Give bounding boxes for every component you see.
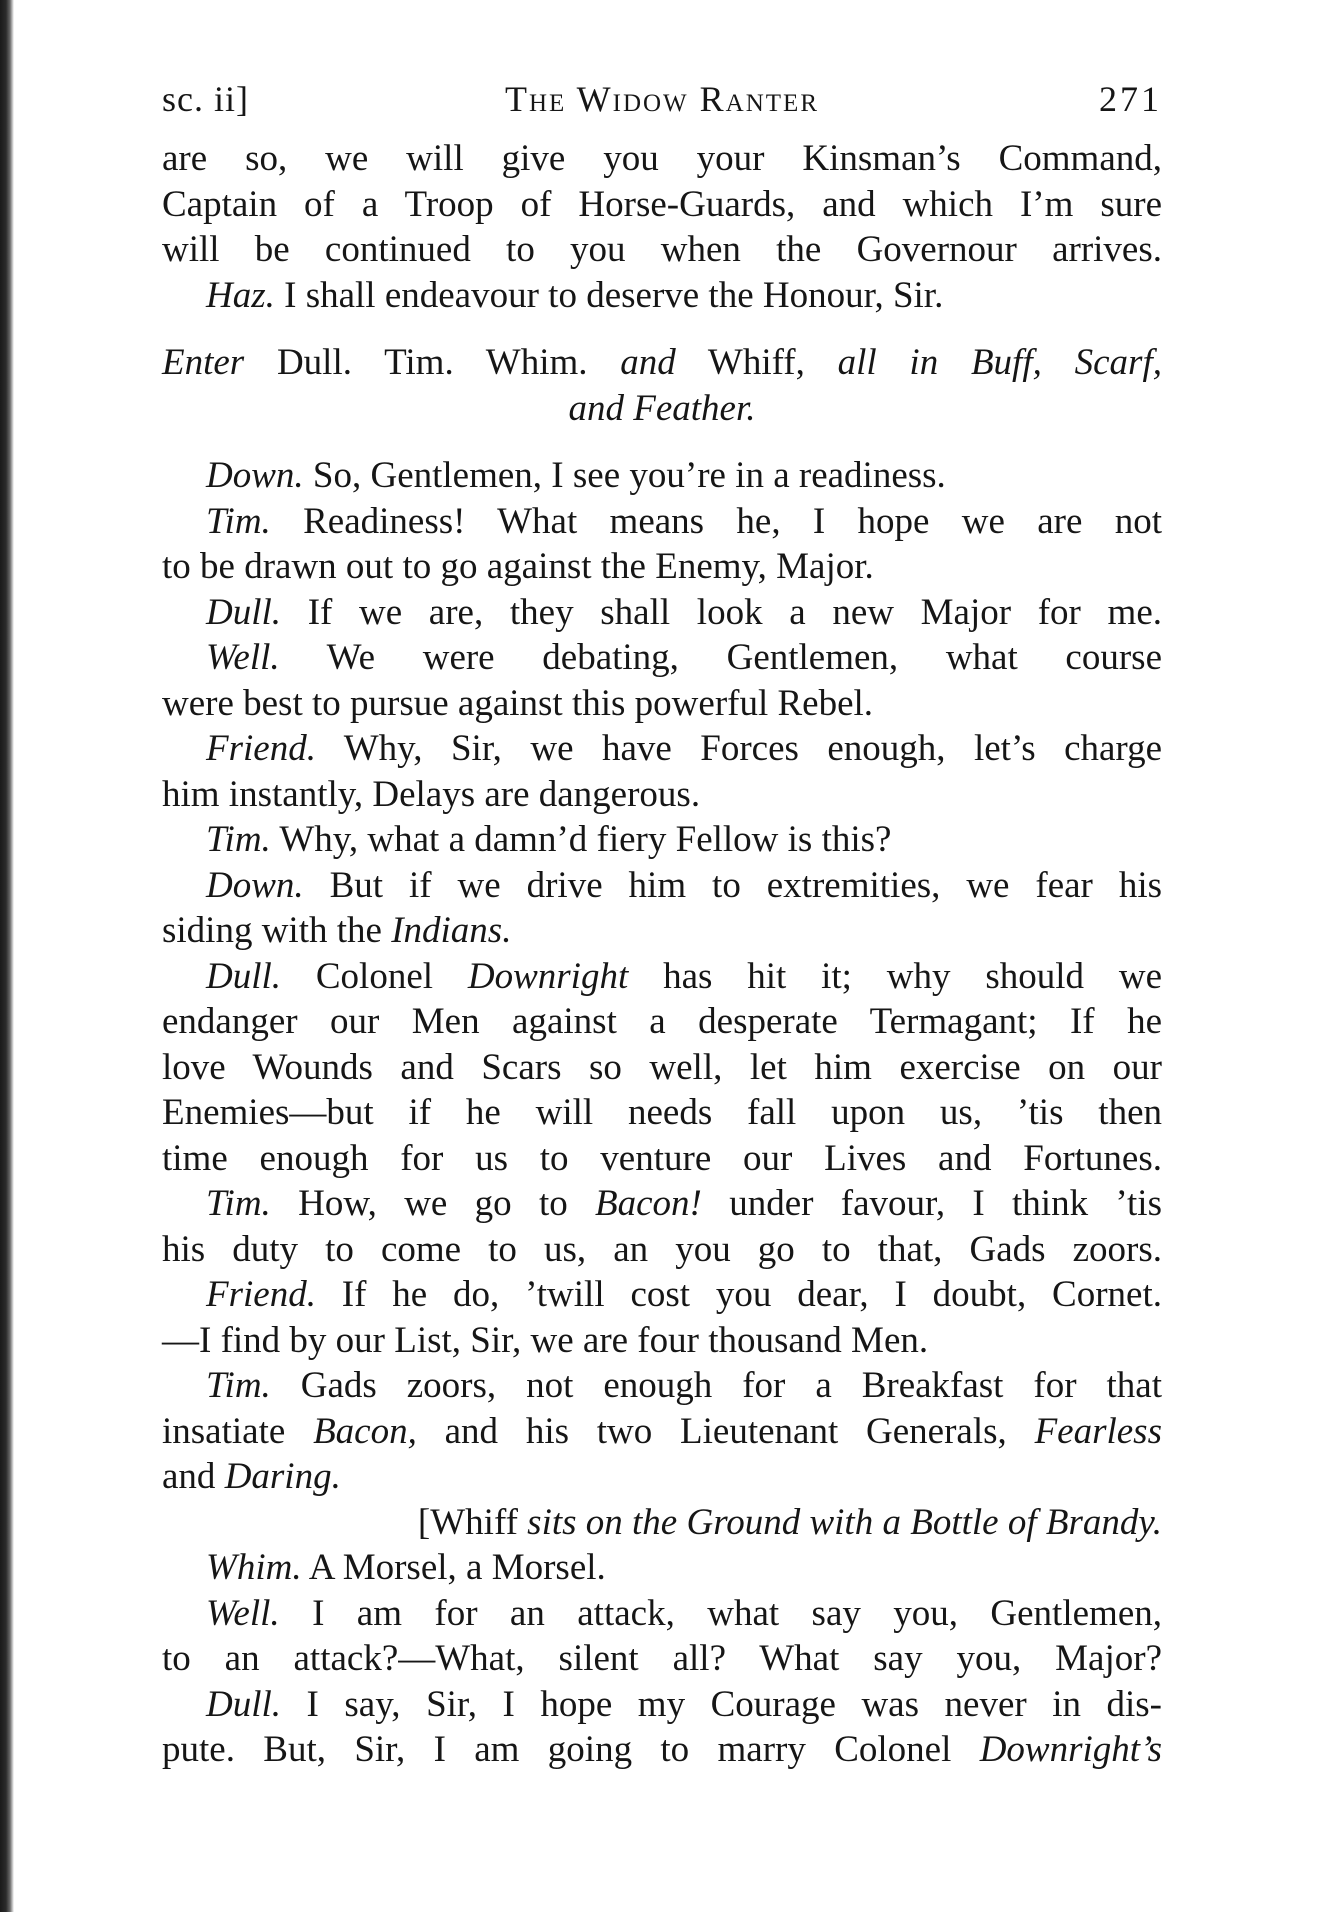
italic-run: Dull. bbox=[206, 591, 282, 633]
italic-run: Down. bbox=[206, 864, 304, 906]
text-line: Captain of a Troop of Horse-Guards, and which I’m sure bbox=[162, 183, 1162, 225]
text-line: are so, we will give you your Kinsman’s Command, bbox=[162, 138, 1162, 179]
section-marker: sc. ii] bbox=[162, 79, 249, 119]
italic-run: Fearless bbox=[1034, 1410, 1162, 1452]
italic-run: Down. bbox=[206, 455, 304, 496]
text-line: pute. But, Sir, I am going to marry Colonel Downright’s bbox=[162, 1729, 1162, 1770]
italic-run: all in Buff, Scarf, bbox=[837, 342, 1162, 383]
text-line: time enough for us to venture our Lives and Fortunes. bbox=[162, 1137, 1162, 1179]
text-line: insatiate Bacon, and his two Lieutenant Generals, Fearless bbox=[162, 1410, 1162, 1452]
italic-run: Downright’s bbox=[979, 1729, 1162, 1770]
stage-direction: Enter Dull. Tim. Whim. and Whiff, all in Buff, Scarf, bbox=[162, 342, 1162, 383]
italic-run: Haz. bbox=[206, 274, 275, 316]
text-line: Dull. I say, Sir, I hope my Courage was never in dis- bbox=[206, 1683, 1162, 1725]
text-line: Whim. A Morsel, a Morsel. bbox=[206, 1547, 606, 1588]
running-header bbox=[162, 74, 1162, 124]
text-line: Friend. Why, Sir, we have Forces enough, let’s charge bbox=[206, 728, 1162, 769]
italic-run: Tim. bbox=[206, 1365, 271, 1406]
italic-run: Friend. bbox=[206, 1274, 316, 1315]
italic-run: Well. bbox=[206, 1592, 280, 1634]
text-line: Tim. Gads zoors, not enough for a Breakfast for that bbox=[206, 1365, 1162, 1406]
italic-run: Dull. bbox=[206, 955, 282, 997]
italic-run: Tim. bbox=[206, 500, 271, 542]
text-line: love Wounds and Scars so well, let him exercise on our bbox=[162, 1046, 1162, 1088]
italic-run: Tim. bbox=[206, 819, 271, 860]
text-line: Dull. If we are, they shall look a new Major for me. bbox=[206, 591, 1162, 633]
text-line: to an attack?—What, silent all? What say you, Major? bbox=[162, 1638, 1162, 1679]
text-line: Enemies—but if he will needs fall upon us, ’tis then bbox=[162, 1092, 1162, 1133]
text-line: Haz. I shall endeavour to deserve the Honour, Sir. bbox=[206, 274, 944, 316]
italic-run: Whim. bbox=[206, 1547, 302, 1588]
italic-run: and Feather. bbox=[568, 387, 756, 429]
text-line: endanger our Men against a desperate Termagant; If he bbox=[162, 1001, 1162, 1042]
italic-run: Bacon! bbox=[595, 1183, 702, 1224]
text-line: him instantly, Delays are dangerous. bbox=[162, 773, 701, 815]
text-line: Down. So, Gentlemen, I see you’re in a readiness. bbox=[206, 455, 946, 496]
italic-run: Dull. bbox=[206, 1683, 282, 1725]
text-line: siding with the Indians. bbox=[162, 910, 512, 951]
italic-run: sits on the Ground with a Bottle of Brandy. bbox=[527, 1501, 1162, 1543]
page-number: 271 bbox=[1099, 79, 1162, 119]
text-line: to be drawn out to go against the Enemy, Major. bbox=[162, 546, 874, 587]
text-line: were best to pursue against this powerful Rebel. bbox=[162, 682, 874, 724]
page-body bbox=[162, 136, 1162, 1773]
text-line: —I find by our List, Sir, we are four thousand Men. bbox=[162, 1319, 929, 1361]
text-line: Well. I am for an attack, what say you, Gentlemen, bbox=[206, 1592, 1162, 1634]
page-binding-edge bbox=[0, 0, 14, 1912]
italic-run: Indians. bbox=[391, 910, 512, 951]
italic-run: Bacon, bbox=[313, 1410, 417, 1452]
running-title: The Widow Ranter bbox=[504, 79, 819, 119]
italic-run: Daring. bbox=[224, 1456, 341, 1497]
text-line: Tim. Why, what a damn’d fiery Fellow is this? bbox=[206, 819, 892, 860]
text-line: Dull. Colonel Downright has hit it; why should we bbox=[206, 955, 1162, 997]
italic-run: Downright bbox=[467, 955, 629, 997]
text-line: Down. But if we drive him to extremities, we fear his bbox=[206, 864, 1162, 906]
italic-run: Friend. bbox=[206, 728, 316, 769]
text-line: his duty to come to us, an you go to that, Gads zoors. bbox=[162, 1228, 1162, 1270]
text-line: and Daring. bbox=[162, 1456, 341, 1497]
text-line: Friend. If he do, ’twill cost you dear, I doubt, Cornet. bbox=[206, 1274, 1162, 1315]
italic-run: Tim. bbox=[206, 1183, 271, 1224]
text-line: will be continued to you when the Governour arrives. bbox=[162, 229, 1162, 270]
italic-run: and bbox=[620, 342, 676, 383]
italic-run: Enter bbox=[162, 342, 245, 383]
text-line: Tim. How, we go to Bacon! under favour, I think ’tis bbox=[206, 1183, 1162, 1224]
stage-direction bbox=[162, 386, 1162, 432]
italic-run: Well. bbox=[206, 637, 280, 678]
stage-direction: [Whiff sits on the Ground with a Bottle of Brandy. bbox=[417, 1501, 1162, 1543]
text-line: Tim. Readiness! What means he, I hope we are not bbox=[206, 500, 1162, 542]
text-line: Well. We were debating, Gentlemen, what course bbox=[206, 637, 1162, 678]
